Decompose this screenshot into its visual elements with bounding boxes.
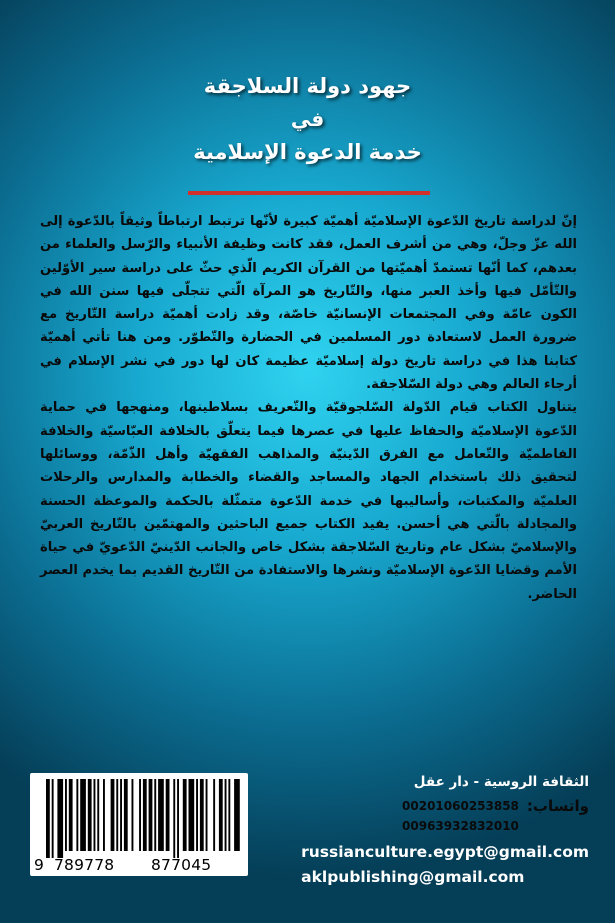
phone-number-2[interactable]: 00963932832010 [402, 819, 519, 833]
barcode-first-digit: 9 [34, 856, 45, 874]
barcode-bar [103, 779, 105, 851]
barcode-bar [206, 779, 208, 851]
barcode-bar [189, 779, 195, 851]
barcode-bar [183, 779, 187, 851]
barcode-bar [46, 779, 50, 858]
barcode-bar [116, 779, 118, 851]
phone-number-1[interactable]: 00201060253858 [402, 799, 519, 813]
email-aklpublishing[interactable]: aklpublishing@gmail.com [301, 868, 525, 886]
barcode-bar [57, 779, 63, 858]
barcode-bar [94, 779, 96, 851]
barcode-bars [30, 773, 248, 858]
whatsapp-row [279, 796, 589, 836]
barcode-bar [88, 779, 92, 851]
barcode-bar [120, 779, 122, 851]
publisher-contact [279, 770, 589, 836]
description-paragraph-2: يتناول الكتاب قيام الدّولة السّلجوقيّة والتّعريف بسلاطينها، ومنهجها في حماية الدّعوة الإسلاميّة والحفاظ عليها في عصرها فيما يتعلّق بالخلافة العبّاسيّة والخلافة الفاطميّة والتّعامل مع الفرق الدّينيّة والمذاهب الفقهيّة وأهل الذّمّة، ووسائلها لتحقيق ذلك باستخدام الجهاد والمساجد والقضاء والخطابة والمدارس والرحلات العلميّة والمكتبات، وأساليبها في خدمة الدّعوة متمثّلة بالحكمة والموعظة الحسنة والمجادلة بالّتي هي أحسن. يفيد الكتاب جميع الباحثين والمهتمّين بالتّاريخ العربيّ والإسلاميّ بشكل عام وتاريخ السّلاجقة بشكل خاص والجانب الدّينيّ الدّعويّ في حياة الأمم وقضايا الدّعوة الإسلاميّة ونشرها والاستفادة من التّاريخ القديم بما يخدم العصر الحاضر. [40, 400, 577, 602]
barcode-group-2: 877045 [151, 856, 212, 874]
barcode-bar [154, 779, 156, 851]
barcode-bar [52, 779, 54, 858]
title-line-3: خدمة الدعوة الإسلامية [193, 140, 422, 164]
barcode-bar [139, 779, 141, 851]
barcode-bar [173, 779, 175, 858]
title-line-2: في [290, 107, 325, 131]
barcode-bar [166, 779, 170, 851]
barcode-bar [177, 779, 179, 858]
title-divider [188, 191, 430, 195]
barcode-bar [219, 779, 223, 851]
barcode-bar [124, 779, 128, 851]
barcode-bar [158, 779, 164, 851]
barcode-digits [30, 854, 248, 876]
barcode-bar [97, 779, 99, 851]
barcode-bar [65, 779, 67, 851]
barcode-bar [149, 779, 153, 851]
whatsapp-label: واتساب: [526, 797, 589, 815]
barcode-bar [80, 779, 86, 851]
title-line-1: جهود دولة السلاجقة [203, 74, 412, 98]
book-description [40, 210, 577, 606]
barcode-bar [143, 779, 147, 851]
whatsapp-numbers [402, 796, 519, 836]
book-title [0, 70, 615, 169]
isbn-barcode [30, 773, 248, 876]
barcode-bar [213, 779, 215, 851]
barcode-bar [69, 779, 73, 851]
barcode-bar [196, 779, 198, 851]
barcode-bar [228, 779, 230, 851]
email-list [301, 840, 589, 890]
barcode-bar [76, 779, 78, 851]
barcode-bar [111, 779, 115, 851]
barcode-group-1: 789778 [54, 856, 115, 874]
barcode-bar [225, 779, 227, 851]
barcode-bar [234, 779, 240, 851]
description-paragraph-1: إنّ لدراسة تاريخ الدّعوة الإسلاميّة أهميّة كبيرة لأنّها ترتبط ارتباطاً وثيقاً بالدّعوة إلى الله عزّ وجلّ، وهي من أشرف العمل، فقد كانت وظيفة الأنبياء والرّسل والعلماء من بعدهم، كما أنّها تستمدّ أهميّتها من القرآن الكريم الّذي حثّ على دراسة سير الأوّلين والتّأمّل فيها وأخذ العبر منها، والتّاريخ هو المرآة الّتي تتجلّى فيها سنن الله في الكون عامّة وفي المجتمعات الإنسانيّة خاصّة، وقد زادت أهميّة دراسة التّاريخ مع ضرورة العمل لاستعادة دور المسلمين في الحضارة والتّطوّر. ومن هنا تأتي أهميّة كتابنا هذا في دراسة تاريخ دولة إسلاميّة عظيمة كان لها دور في نشر الإسلام في أرجاء العالم وهي دولة السّلاجقة. [40, 214, 577, 393]
email-russianculture[interactable]: russianculture.egypt@gmail.com [301, 843, 589, 861]
barcode-bar [132, 779, 134, 851]
publisher-name: الثقافة الروسية - دار عقل [413, 774, 589, 790]
barcode-bar [200, 779, 204, 851]
